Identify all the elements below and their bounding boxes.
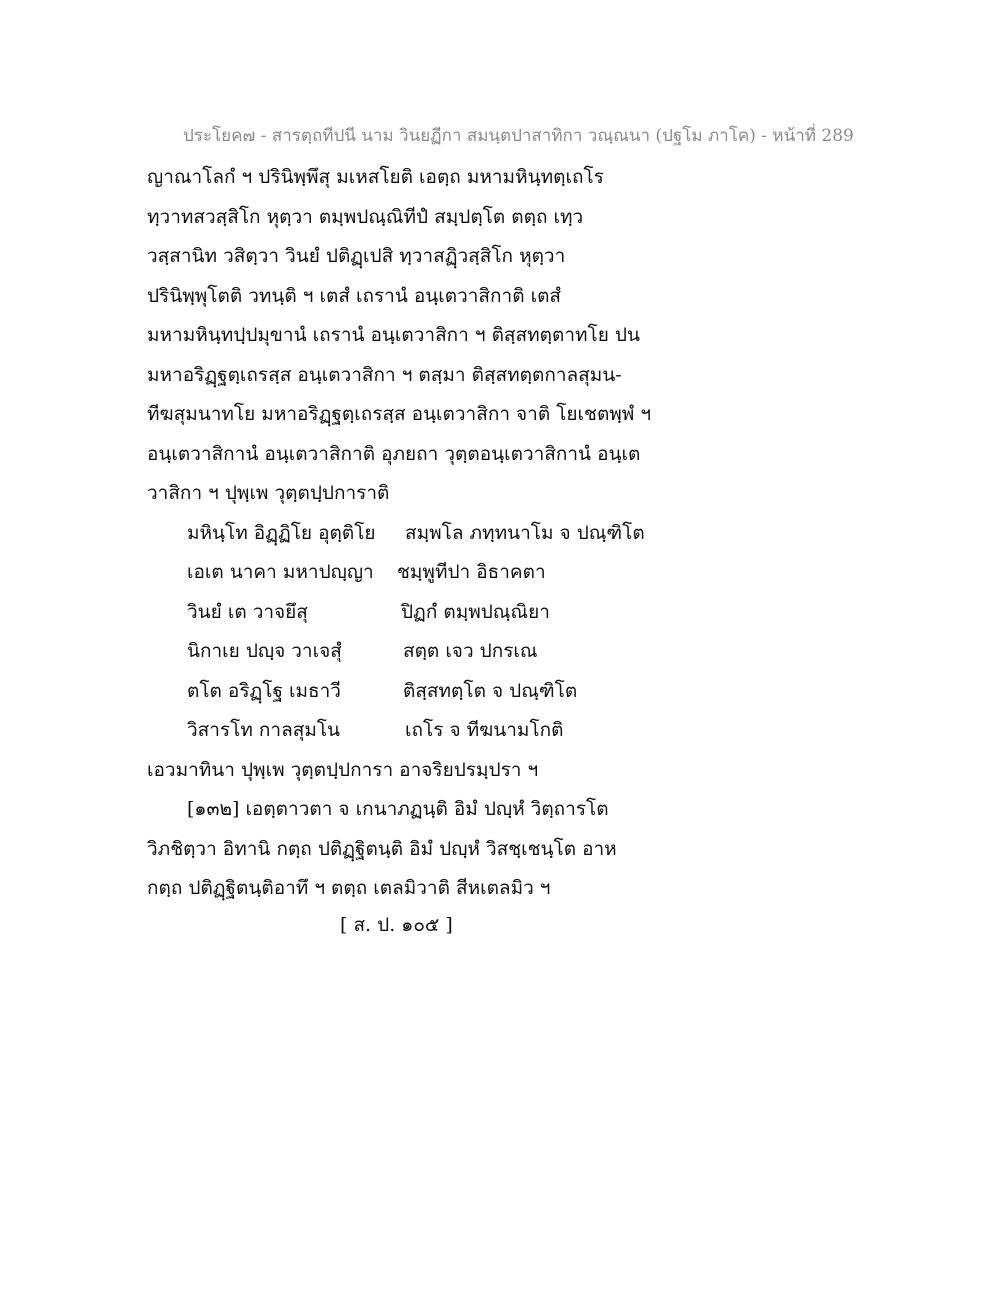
verse-left: วินยํ เต วาจยึสุ xyxy=(187,600,308,623)
verse-block xyxy=(147,514,867,751)
verse-left: เอเต นาคา มหาปญฺญา xyxy=(187,561,374,583)
paragraph-line: วาสิกา ฯ ปุพฺเพ วุตฺตปฺปการาติ xyxy=(147,482,390,504)
verse-right: ติสฺสทตฺโต จ ปณฺฑิโต xyxy=(403,679,578,702)
verse-row xyxy=(147,514,867,554)
verse-left: มหินฺโท อิฏฺฏิโย อุตฺติโย xyxy=(187,521,376,544)
paragraph-line: เอวมาทินา ปุพฺเพ วุตฺตปฺปการา อาจริยปรมฺปรา ฯ xyxy=(147,758,539,781)
verse-right: สตฺต เจว ปกรเณ xyxy=(403,640,538,662)
paragraph-line: [๑๓๒] เอตฺตาวตา จ เกนาภฏนฺติ อิมํ ปญฺหํ วิตฺถารโต xyxy=(187,798,609,820)
verse-right: สมฺพโล ภทฺทนาโม จ ปณฺฑิโต xyxy=(405,521,645,544)
verse-row xyxy=(147,632,867,672)
paragraph-line: ปรินิพฺพุโตติ วทนฺติ ฯ เตสํ เถรานํ อนฺเตวาสิกาติ เตสํ xyxy=(147,284,562,307)
page-reference: [ ส. ป. ๑๐๕ ] xyxy=(340,914,453,936)
verse-left: นิกาเย ปญฺจ วาเจสุํ xyxy=(187,640,342,662)
verse-right: เถโร จ ทีฆนามโกติ xyxy=(405,719,564,741)
paragraph-line: วสฺสานิท วสิตฺวา วินยํ ปติฏฺเปสิ ทฺวาสฏฺิวสฺสิโก หุตฺวา xyxy=(147,245,566,267)
verse-left: วิสารโท กาลสุมโน xyxy=(187,719,341,741)
paragraph-line: วิภชิตฺวา อิทานิ กตฺถ ปติฏฺฐิตนฺติ อิมํ ปญฺหํ วิสชฺเชนฺโต อาห xyxy=(147,837,617,860)
paragraph-line: มหามหินฺทปฺปมุขานํ เถรานํ อนฺเตวาสิกา ฯ ติสฺสทตฺตาทโย ปน xyxy=(147,324,640,346)
verse-right: ชมฺพูทีปา อิธาคตา xyxy=(397,561,546,583)
verse-row xyxy=(147,593,867,633)
verse-row xyxy=(147,672,867,712)
verse-row xyxy=(147,553,867,593)
paragraph-line: ญาณาโลกํ ฯ ปรินิพฺพึสุ มเหสโยติ เอตฺถ มหามหินฺทตฺเถโร xyxy=(147,166,604,188)
paragraph-line: กตฺถ ปติฏฺฐิตนฺติอาทึ ฯ ตตฺถ เตลมิวาติ สีหเตลมิว ฯ xyxy=(147,877,551,899)
paragraph-line: ทฺวาทสวสฺสิโก หุตฺวา ตมฺพปณฺณิทีปํ สมฺปตฺโต ตตฺถ เทฺว xyxy=(147,205,584,228)
verse-row xyxy=(147,711,867,751)
verse-left: ตโต อริฏฺโฐ เมธาวี xyxy=(187,679,341,702)
document-body xyxy=(147,158,867,909)
page-header: ประโยค๗ - สารตฺถทีปนี นาม วินยฏีกา สมนฺตปาสาทิกา วณฺณนา (ปฐโม ภาโค) - หน้าที่ 289 xyxy=(183,126,854,146)
verse-right: ปิฏกํ ตมฺพปณฺณิยา xyxy=(401,600,550,623)
paragraph-line: อนฺเตวาสิกานํ อนฺเตวาสิกาติ อุภยถา วุตฺตอนฺเตวาสิกานํ อนฺเต xyxy=(147,442,641,465)
paragraph-line: ทีฆสุมนาทโย มหาอริฏฺฐตฺเถรสฺส อนฺเตวาสิกา จาติ โยเชตพฺพํ ฯ xyxy=(147,403,652,425)
paragraph-line: มหาอริฏฺฐตฺเถรสฺส อนฺเตวาสิกา ฯ ตสฺมา ติสฺสทตฺตกาลสุมน- xyxy=(147,363,622,386)
